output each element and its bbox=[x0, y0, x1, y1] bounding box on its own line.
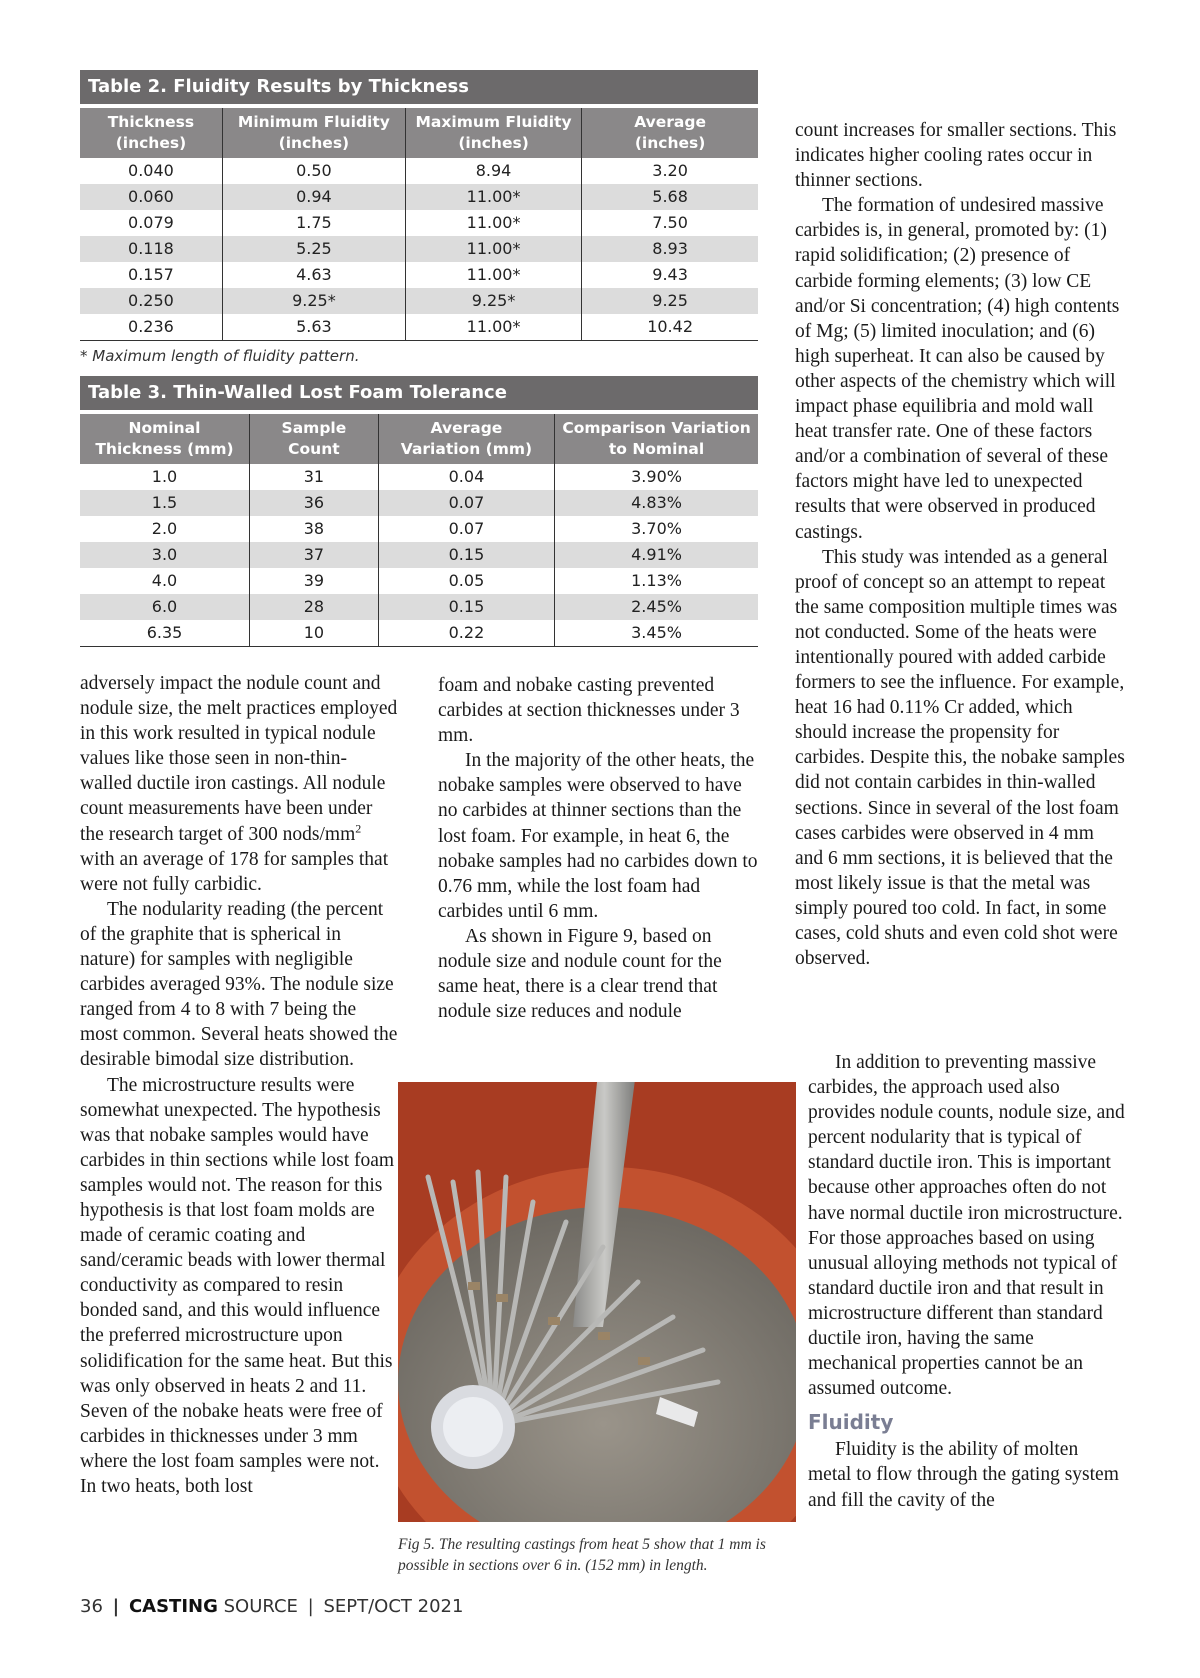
table-2-grid bbox=[80, 108, 758, 341]
castings-illustration bbox=[398, 1082, 796, 1522]
table-row bbox=[80, 184, 758, 210]
paragraph: The nodularity reading (the percent of the graphite that is spherical in nature) for samples with negligible carbides averaged 93%. The nodule size ranged from 4 to 8 with 7 being the most common. Several heats showed the desirable bimodal size distribution. bbox=[80, 898, 398, 1071]
column-header: Maximum Fluidity (inches) bbox=[405, 108, 581, 158]
table-row bbox=[80, 594, 758, 620]
table-3 bbox=[80, 376, 758, 647]
table-cell: 6.0 bbox=[80, 594, 250, 620]
table-row bbox=[80, 490, 758, 516]
table-cell: 11.00* bbox=[405, 314, 581, 341]
table-cell: 11.00* bbox=[405, 236, 581, 262]
footer-separator: | bbox=[112, 1596, 120, 1617]
table-cell: 0.07 bbox=[378, 490, 554, 516]
table-cell: 9.25* bbox=[222, 288, 405, 314]
column-header: Average Variation (mm) bbox=[378, 414, 554, 464]
table-cell: 9.43 bbox=[582, 262, 758, 288]
page-number: 36 bbox=[80, 1596, 103, 1617]
paragraph-text: adversely impact the nodule count and nodule size, the melt practices employed in this work resulted in typical nodule values like those seen in non-thin-walled ductile iron castings. All nodule count measurements have been under the research target of 300 nods/mm bbox=[80, 673, 398, 845]
table-2 bbox=[80, 70, 758, 365]
magazine-brand-suffix: SOURCE bbox=[217, 1596, 298, 1617]
table-cell: 36 bbox=[250, 490, 379, 516]
figure-caption: Fig 5. The resulting castings from heat 5 show that 1 mm is possible in sections over 6 in. (152 mm) in length. bbox=[398, 1536, 766, 1574]
table-cell: 8.93 bbox=[582, 236, 758, 262]
table-row bbox=[80, 236, 758, 262]
table-cell: 7.50 bbox=[582, 210, 758, 236]
table-row bbox=[80, 210, 758, 236]
column-header: Average (inches) bbox=[582, 108, 758, 158]
superscript: 2 bbox=[355, 821, 362, 836]
paragraph: count increases for smaller sections. This indicates higher cooling rates occur in thinner sections. bbox=[795, 120, 1117, 192]
column-2 bbox=[438, 673, 758, 1024]
table-cell: 0.04 bbox=[378, 464, 554, 490]
table-cell: 0.118 bbox=[80, 236, 222, 262]
table-cell: 3.90% bbox=[555, 464, 758, 490]
paragraph: foam and nobake casting prevented carbides at section thicknesses under 3 mm. bbox=[438, 675, 740, 747]
table-row bbox=[80, 568, 758, 594]
table-cell: 5.63 bbox=[222, 314, 405, 341]
table-cell: 3.70% bbox=[555, 516, 758, 542]
column-header: Sample Count bbox=[250, 414, 379, 464]
column-1 bbox=[80, 671, 398, 1499]
table-row bbox=[80, 262, 758, 288]
table-cell: 11.00* bbox=[405, 184, 581, 210]
table-cell: 37 bbox=[250, 542, 379, 568]
table-row bbox=[80, 288, 758, 314]
table-cell: 38 bbox=[250, 516, 379, 542]
table-2-title: Table 2. Fluidity Results by Thickness bbox=[80, 70, 758, 104]
table-cell: 1.0 bbox=[151, 467, 178, 486]
table-cell: 0.15 bbox=[378, 542, 554, 568]
table-cell: 0.236 bbox=[80, 314, 222, 341]
table-row bbox=[80, 620, 758, 647]
castings-photo bbox=[398, 1082, 796, 1522]
paragraph: In addition to preventing massive carbides, the approach used also provides nodule counts, nodule size, and percent nodularity that is typical of standard ductile iron. This is important because other approaches often do not have normal ductile iron microstructure. For those approaches based on using unusual alloying methods not typical of standard ductile iron and that result in microstructure different than standard ductile iron, having the same mechanical properties cannot be an assumed outcome. bbox=[808, 1052, 1125, 1400]
table-2-footnote: * Maximum length of fluidity pattern. bbox=[80, 347, 360, 365]
footer-separator: | bbox=[307, 1596, 314, 1617]
column-header: Nominal Thickness (mm) bbox=[80, 414, 250, 464]
paragraph: As shown in Figure 9, based on nodule size and nodule count for the same heat, there is a clear trend that nodule size reduces and nodule bbox=[438, 925, 722, 1023]
table-cell: 0.250 bbox=[80, 288, 222, 314]
paragraph: Fluidity is the ability of molten metal to flow through the gating system and fill the cavity of the bbox=[808, 1439, 1119, 1511]
table-row bbox=[80, 516, 758, 542]
table-cell: 4.63 bbox=[222, 262, 405, 288]
paragraph bbox=[80, 671, 398, 897]
table-cell: 39 bbox=[250, 568, 379, 594]
table-cell: 0.079 bbox=[128, 213, 174, 232]
table-cell: 3.45% bbox=[555, 620, 758, 647]
paragraph: In the majority of the other heats, the nobake samples were observed to have no carbides at thinner sections than the lost foam. For example, in heat 6, the nobake samples had no carbides down to 0.76 mm, while the lost foam had carbides until 6 mm. bbox=[438, 750, 758, 922]
section-heading-fluidity: Fluidity bbox=[808, 1410, 894, 1435]
table-cell: 1.75 bbox=[222, 210, 405, 236]
table-cell: 3.0 bbox=[80, 542, 250, 568]
table-row bbox=[80, 464, 758, 490]
column-header: Comparison Variation to Nominal bbox=[555, 414, 758, 464]
table-cell: 0.15 bbox=[378, 594, 554, 620]
paragraph: The microstructure results were somewhat unexpected. The hypothesis was that nobake samples would have carbides in thin sections while lost foam samples would not. The reason for this hypothesis is that lost foam molds are made of ceramic coating and sand/ceramic beads with lower thermal conductivity as compared to resin bonded sand, and this would influence the preferred microstructure upon solidification for the same heat. But this was only observed in heats 2 and 11. Seven of the nobake heats were free of carbides in thicknesses under 3 mm where the lost foam samples were not. In two heats, both lost bbox=[80, 1074, 395, 1497]
table-row bbox=[80, 314, 758, 341]
paragraph: This study was intended as a general proof of concept so an attempt to repeat the same composition multiple times was not conducted. Some of the heats were intentionally poured with added carbide formers to see the influence. For example, heat 16 had 0.11% Cr added, which should increase the propensity for carbides. Despite this, the nobake samples did not contain carbides in thin-walled sections. Since in several of the lost foam cases carbides were observed in 4 mm and 6 mm sections, it is believed that the most likely issue is that the metal was simply poured too cold. In fact, in some cases, cold shuts and even cold shot were observed. bbox=[795, 546, 1125, 970]
table-cell: 9.25 bbox=[582, 288, 758, 314]
table-cell: 0.060 bbox=[80, 184, 222, 210]
table-cell: 0.22 bbox=[378, 620, 554, 647]
column-3 bbox=[795, 118, 1125, 971]
table-cell: 0.05 bbox=[378, 568, 554, 594]
table-row bbox=[80, 158, 758, 184]
table-cell: 0.94 bbox=[222, 184, 405, 210]
magazine-brand: CASTING bbox=[128, 1596, 218, 1617]
table-cell: 1.5 bbox=[80, 490, 250, 516]
table-cell: 4.91% bbox=[555, 542, 758, 568]
paragraph-text: with an average of 178 for samples that were not fully carbidic. bbox=[80, 848, 389, 895]
column-header: Thickness (inches) bbox=[80, 108, 222, 158]
table-cell: 10.42 bbox=[582, 314, 758, 341]
table-3-title: Table 3. Thin-Walled Lost Foam Tolerance bbox=[80, 376, 758, 410]
table-cell: 5.68 bbox=[582, 184, 758, 210]
table-cell: 2.0 bbox=[151, 519, 178, 538]
column-header: Minimum Fluidity (inches) bbox=[222, 108, 405, 158]
table-3-grid bbox=[80, 414, 758, 647]
table-row bbox=[80, 542, 758, 568]
table-cell: 4.0 bbox=[151, 571, 178, 590]
table-cell: 2.45% bbox=[555, 594, 758, 620]
table-cell: 11.00* bbox=[405, 210, 581, 236]
table-cell: 10 bbox=[250, 620, 379, 647]
table-cell: 0.157 bbox=[128, 265, 174, 284]
table-cell: 0.040 bbox=[128, 161, 174, 180]
table-cell: 0.50 bbox=[222, 158, 405, 184]
issue-date: SEPT/OCT 2021 bbox=[323, 1596, 464, 1617]
table-cell: 1.13% bbox=[555, 568, 758, 594]
table-cell: 4.83% bbox=[555, 490, 758, 516]
table-cell: 9.25* bbox=[405, 288, 581, 314]
table-cell: 11.00* bbox=[405, 262, 581, 288]
page-footer bbox=[80, 1596, 463, 1617]
table-cell: 0.07 bbox=[378, 516, 554, 542]
table-cell: 5.25 bbox=[222, 236, 405, 262]
column-3-lower bbox=[808, 1050, 1126, 1513]
table-cell: 6.35 bbox=[80, 620, 250, 647]
table-cell: 3.20 bbox=[582, 158, 758, 184]
paragraph: The formation of undesired massive carbides is, in general, promoted by: (1) rapid solidification; (2) presence of carbide forming elements; (3) low CE and/or Si concentration; (4) high contents of Mg; (5) limited inoculation; and (6) high superheat. It can also be caused by other aspects of the chemistry which will impact phase equilibria and mold wall heat transfer rate. One of these factors and/or a combination of several of these factors might have led to unexpected results that were observed in produced castings. bbox=[795, 195, 1120, 543]
table-cell: 31 bbox=[250, 464, 379, 490]
table-cell: 8.94 bbox=[405, 158, 581, 184]
table-cell: 28 bbox=[250, 594, 379, 620]
